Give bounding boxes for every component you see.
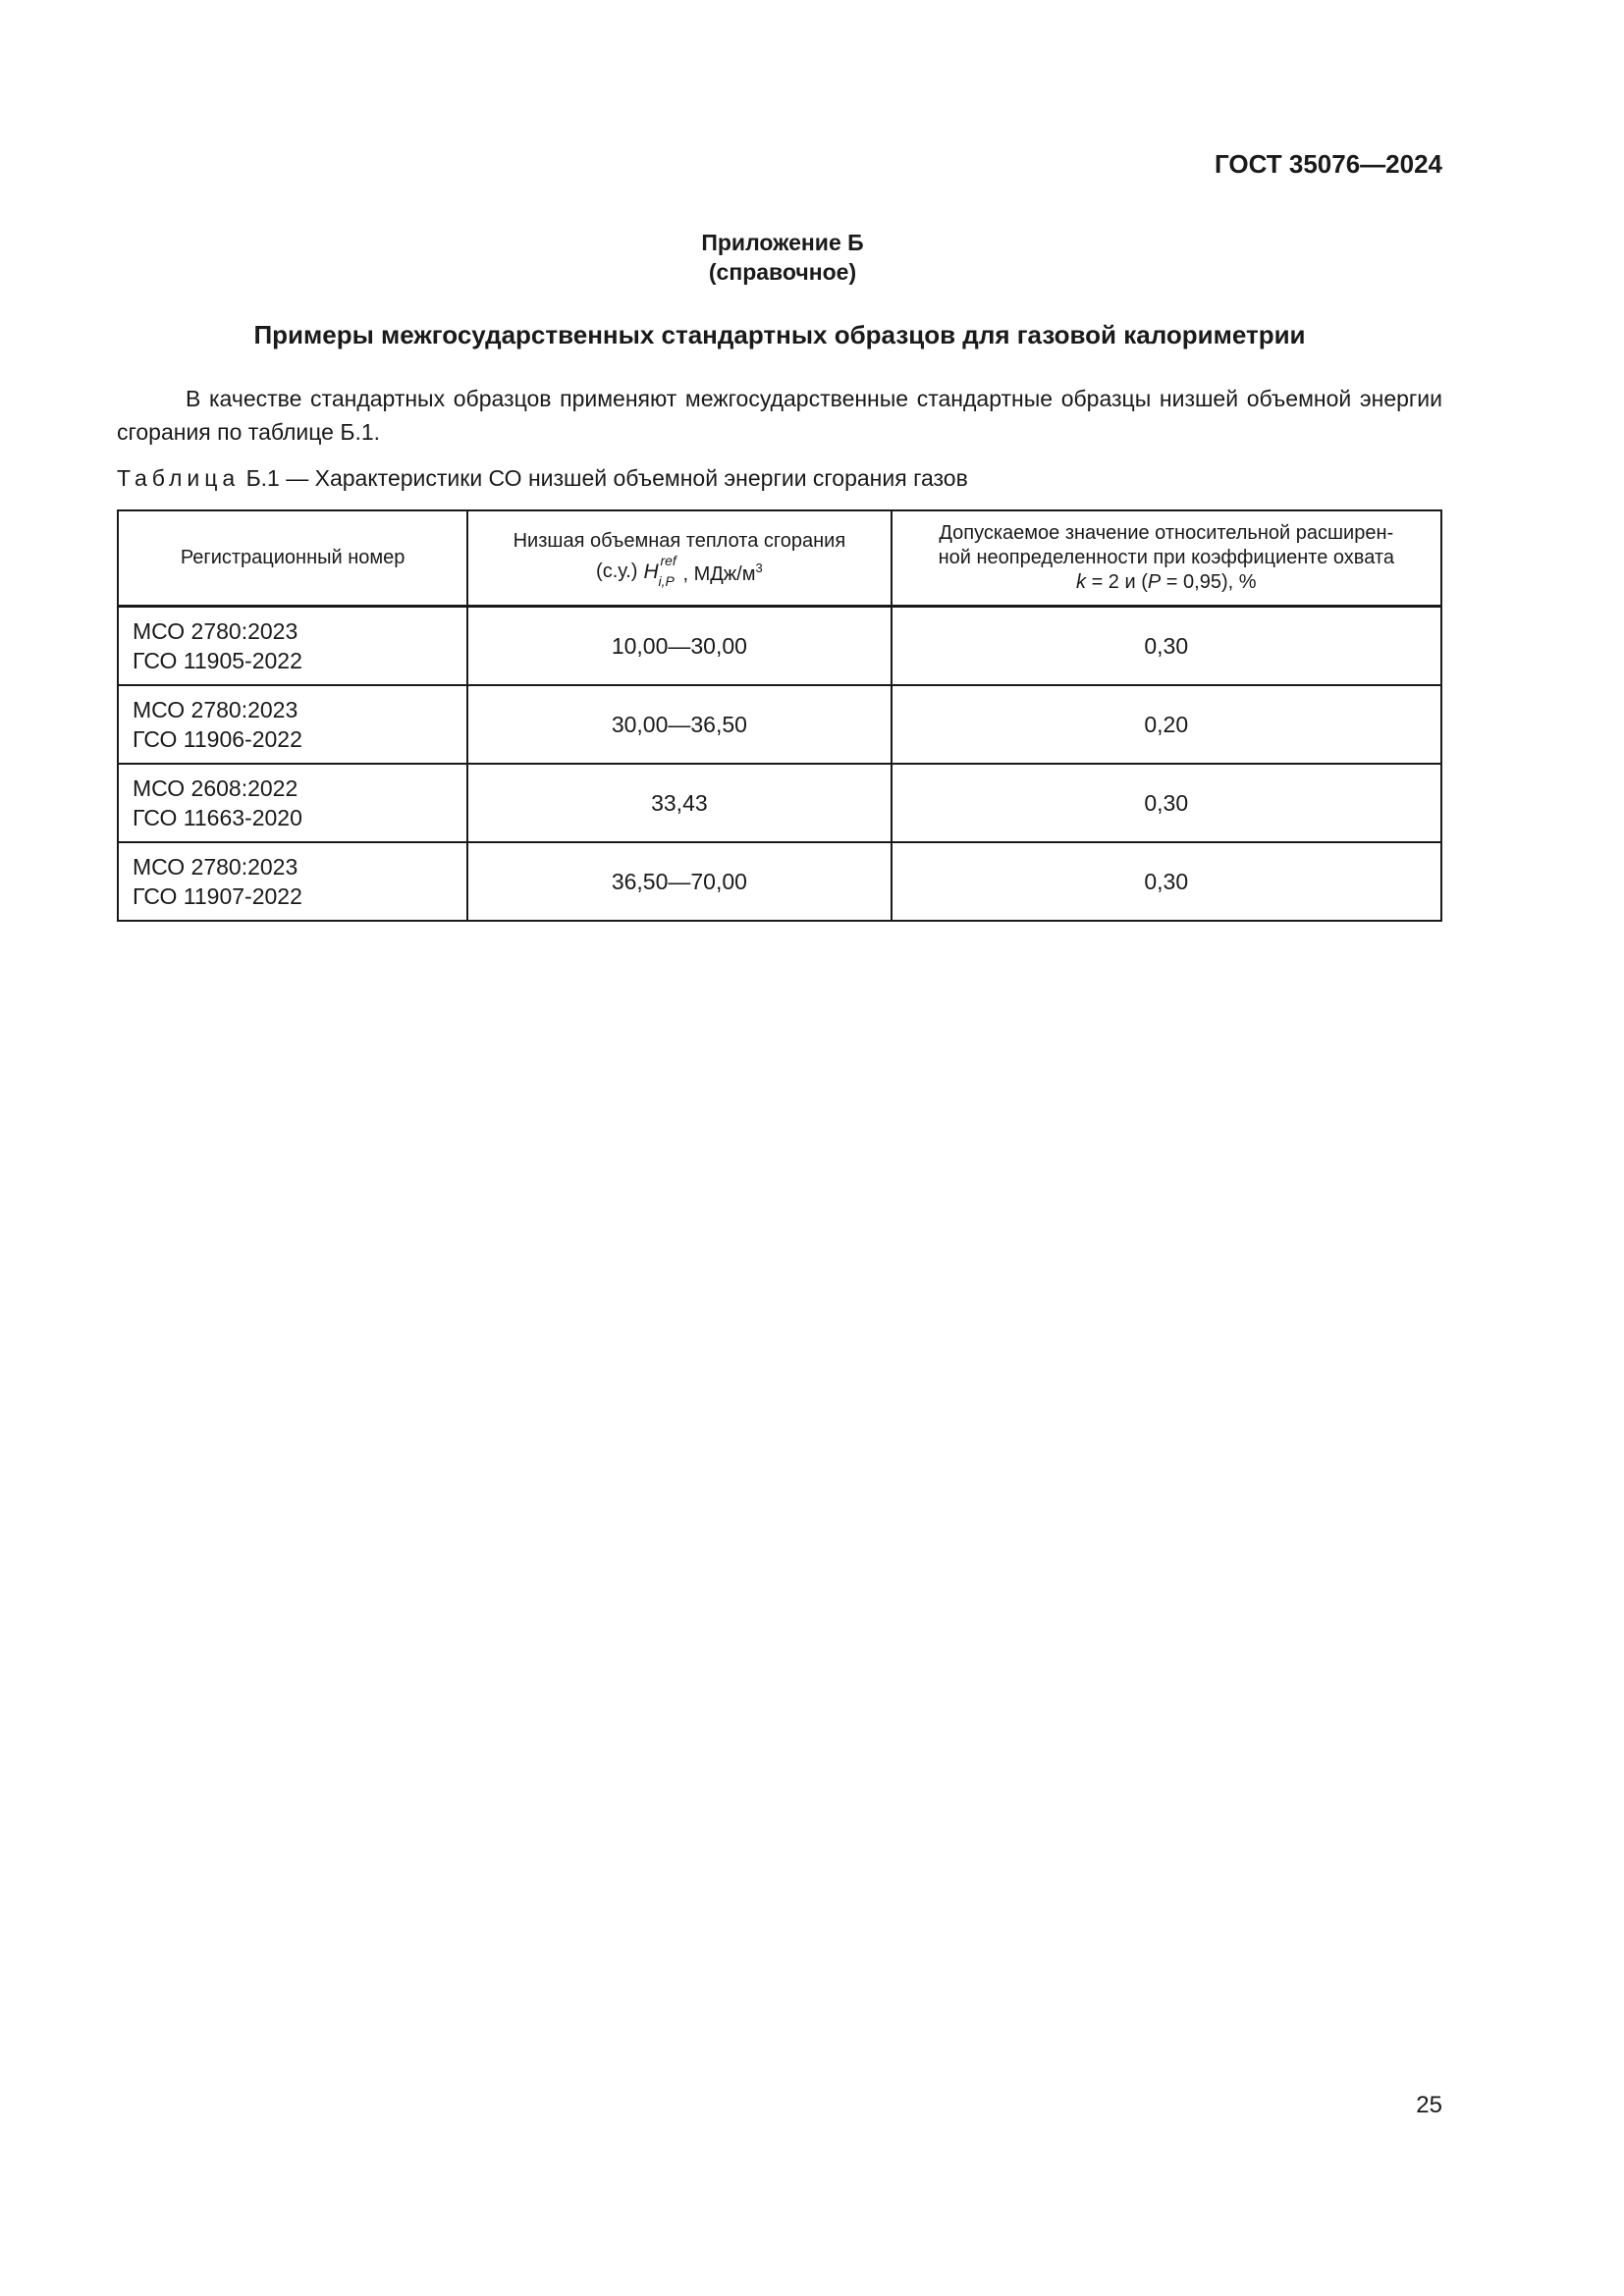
reg-number-cell <box>118 842 467 921</box>
uncert-mid: = 2 и ( <box>1086 571 1148 593</box>
table-caption-text: Б.1 — Характеристики СО низшей объемной энергии сгорания газов <box>245 465 968 491</box>
header-uncert-line3 <box>893 570 1440 595</box>
table-header-row <box>118 510 1441 607</box>
gso-number: ГСО 11905-2022 <box>133 648 302 673</box>
mso-number: МСО 2780:2023 <box>133 697 298 722</box>
table-row <box>118 764 1441 842</box>
heat-symbol-letter: H <box>643 560 659 583</box>
reg-number-cell <box>118 607 467 686</box>
table-row <box>118 842 1441 921</box>
header-uncert-line1: Допускаемое значение относительной расширен- <box>939 522 1394 544</box>
uncertainty-cell: 0,20 <box>892 685 1441 764</box>
table-caption-label: Таблица <box>117 465 241 491</box>
uncert-end: = 0,95), % <box>1161 571 1257 593</box>
heat-value-cell: 10,00—30,00 <box>467 607 891 686</box>
header-heat-unit <box>682 556 762 587</box>
gso-number: ГСО 11906-2022 <box>133 726 302 752</box>
mso-number: МСО 2780:2023 <box>133 618 298 644</box>
standard-code: ГОСТ 35076—2024 <box>1215 149 1442 179</box>
uncert-k: k <box>1076 571 1087 593</box>
uncertainty-cell: 0,30 <box>892 607 1441 686</box>
heat-unit-exponent: 3 <box>755 561 763 575</box>
uncertainty-cell: 0,30 <box>892 842 1441 921</box>
appendix-title: Приложение Б <box>701 230 864 255</box>
appendix-subtitle: (справочное) <box>708 259 857 285</box>
heat-symbol-sub: i,P <box>658 572 675 589</box>
heat-value-cell: 30,00—36,50 <box>467 685 891 764</box>
header-heat-value <box>467 510 891 607</box>
uncertainty-cell: 0,30 <box>892 764 1441 842</box>
heat-value-cell: 33,43 <box>467 764 891 842</box>
table-row <box>118 607 1441 686</box>
reg-number-cell <box>118 685 467 764</box>
mso-number: МСО 2608:2022 <box>133 775 298 801</box>
mso-number: МСО 2780:2023 <box>133 854 298 880</box>
header-reg-number: Регистрационный номер <box>118 510 467 607</box>
header-uncertainty <box>892 510 1441 607</box>
appendix-heading <box>0 228 1565 287</box>
header-uncert-line2: ной неопределенности при коэффициенте охвата <box>938 547 1394 568</box>
section-title: Примеры межгосударственных стандартных образцов для газовой калориметрии <box>253 320 1306 349</box>
uncert-p: P <box>1147 571 1162 593</box>
heat-symbol-sup: ref <box>660 552 677 568</box>
heat-value-cell: 36,50—70,00 <box>467 842 891 921</box>
page-number: 25 <box>1416 2092 1442 2118</box>
gso-number: ГСО 11907-2022 <box>133 883 302 909</box>
header-heat-prefix: (с.у.) <box>596 560 638 582</box>
reference-materials-table <box>117 509 1442 922</box>
header-heat-line2 <box>596 552 763 589</box>
table-row <box>118 685 1441 764</box>
header-heat-line1: Низшая объемная теплота сгорания <box>513 530 846 552</box>
body-paragraph: В качестве стандартных образцов применяют межгосударственные стандартные образцы низшей объемной энергии сгорания по таблице Б.1. <box>117 386 1442 445</box>
table-caption <box>117 465 968 492</box>
gso-number: ГСО 11663-2020 <box>133 805 302 830</box>
heat-unit-text: , МДж/м <box>682 563 756 585</box>
heat-symbol <box>643 552 677 589</box>
reg-number-cell <box>118 764 467 842</box>
